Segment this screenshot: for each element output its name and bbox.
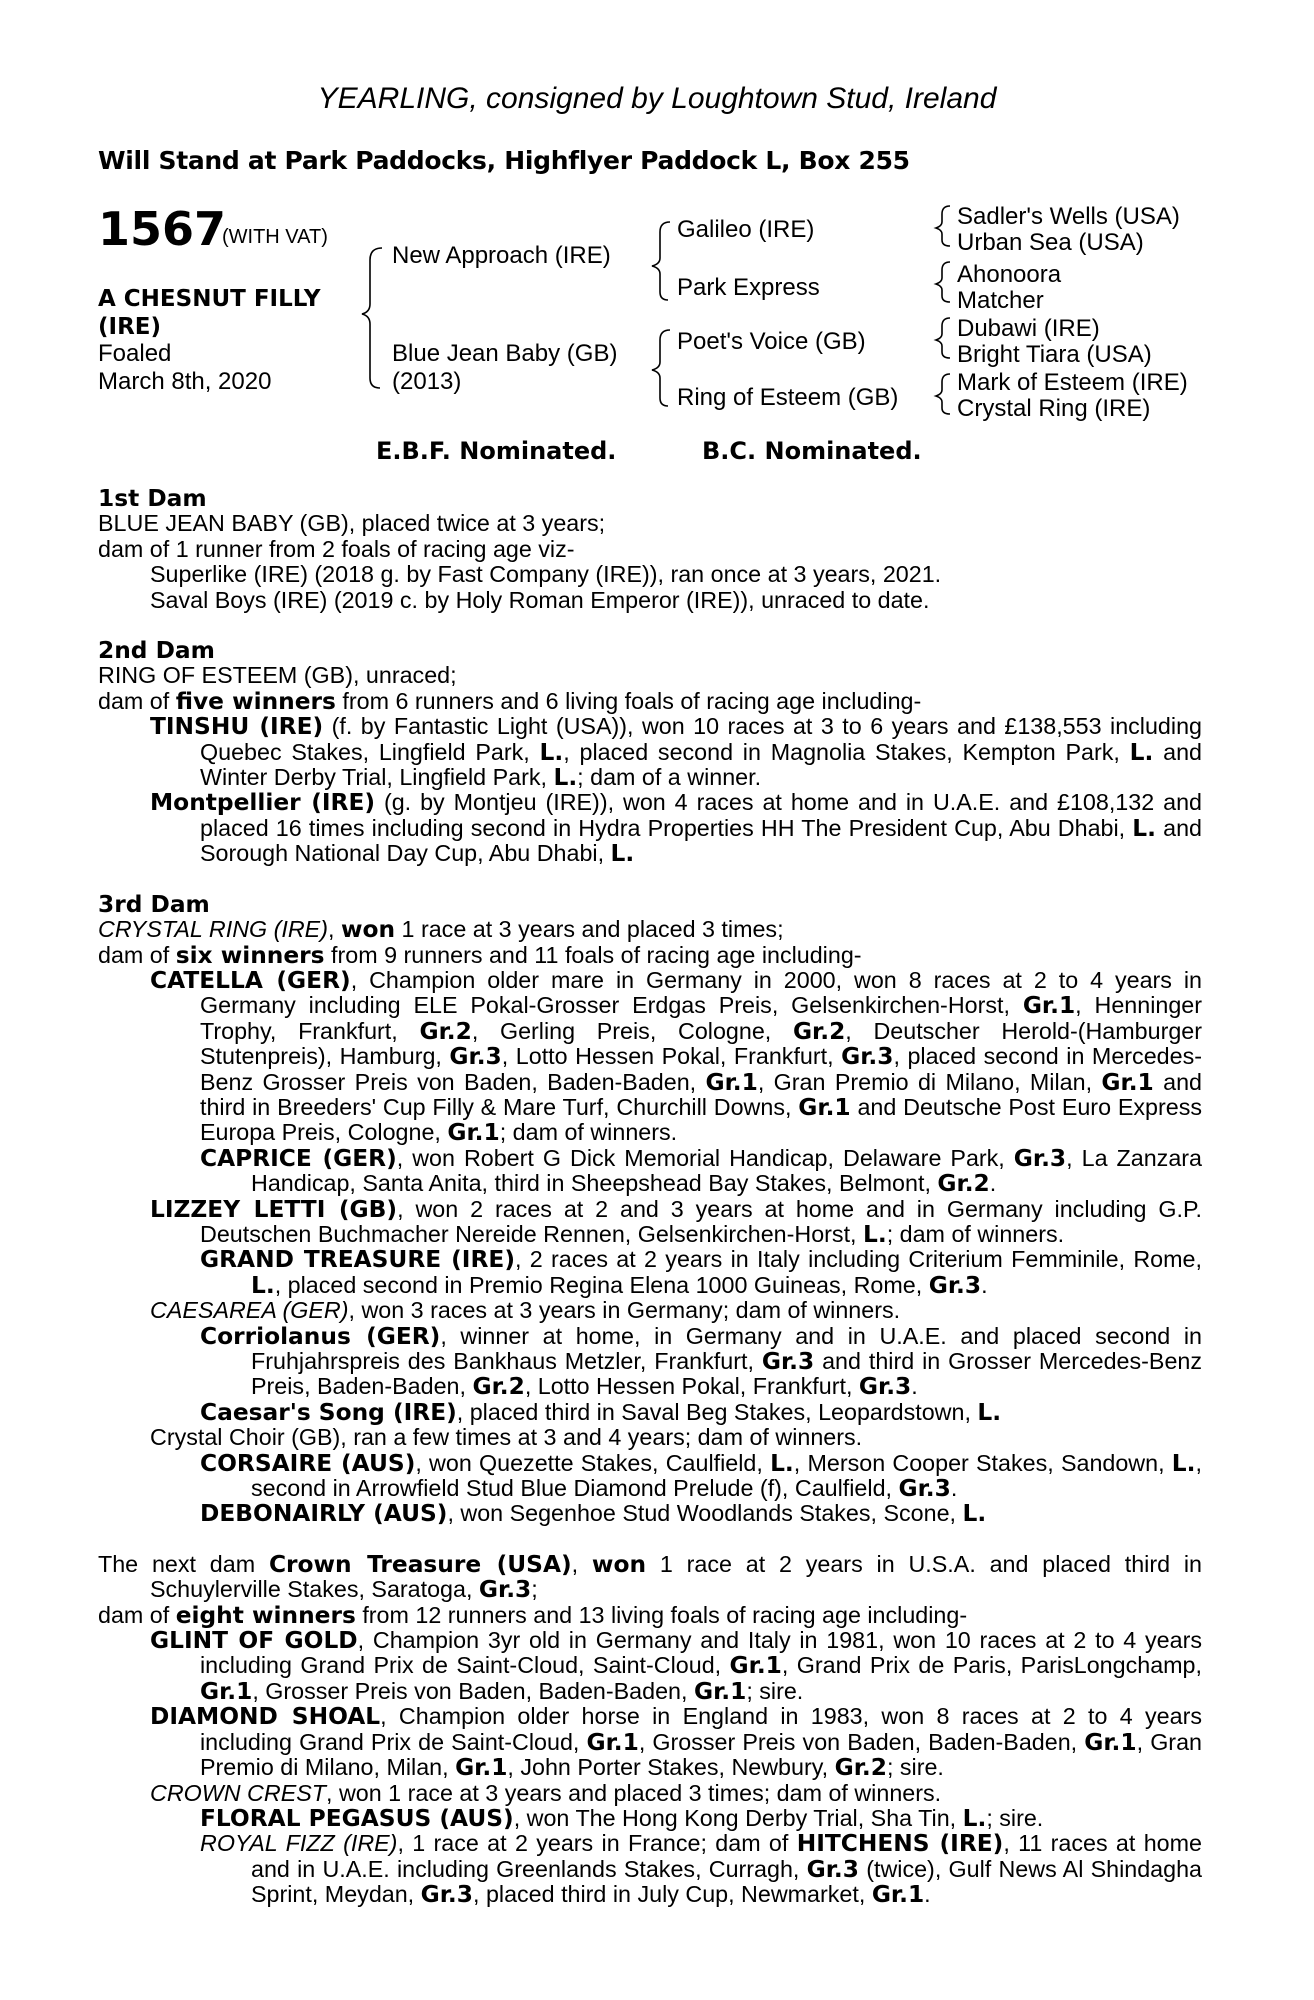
- next-dam-produce: dam of eight winners from 12 runners and 13 living foals of racing age including-: [98, 1601, 968, 1629]
- produce-item: CAPRICE (GER), won Robert G Dick Memorial Handicap, Delaware Park, Gr.3, La Zanzara Handicap, Santa Anita, third in Sheepshead Bay Stakes, Belmont, Gr.2.: [200, 1144, 1202, 1198]
- horse-origin: (IRE): [98, 314, 162, 340]
- second-dam-line: RING OF ESTEEM (GB), unraced;: [98, 662, 457, 689]
- ancestor-3: Ahonoora: [957, 261, 1062, 288]
- bracket-sire: [652, 222, 670, 300]
- ancestor-1: Sadler's Wells (USA): [957, 203, 1180, 230]
- bracket-main: [362, 248, 382, 388]
- bc-nomination: B.C. Nominated.: [702, 437, 922, 465]
- horse-description: A CHESNUT FILLY: [98, 286, 321, 312]
- produce-item: FLORAL PEGASUS (AUS), won The Hong Kong Derby Trial, Sha Tin, L.; sire.: [200, 1804, 1044, 1832]
- sire-dam: Park Express: [677, 274, 820, 301]
- produce-item: CROWN CREST, won 1 race at 3 years and placed 3 times; dam of winners.: [150, 1779, 942, 1806]
- produce-item: Caesar's Song (IRE), placed third in Saval Beg Stakes, Leopardstown, L.: [200, 1398, 1002, 1426]
- bracket-g3: [936, 318, 950, 358]
- produce-item: CAESAREA (GER), won 3 races at 3 years in Germany; dam of winners.: [150, 1297, 901, 1324]
- vat-label: (WITH VAT): [222, 226, 328, 248]
- ancestor-6: Bright Tiara (USA): [957, 341, 1152, 368]
- produce-item: GRAND TREASURE (IRE), 2 races at 2 years in Italy including Criterium Femminile, Rome, L., placed second in Premio Regina Elena 1000 Guineas, Rome, Gr.3.: [200, 1246, 1202, 1299]
- next-dam-line: The next dam Crown Treasure (USA), won 1 race at 2 years in U.S.A. and placed third in Schuylerville Stakes, Saratoga, Gr.3;: [98, 1550, 1202, 1604]
- sire-sire: Galileo (IRE): [677, 216, 815, 243]
- second-dam-heading: 2nd Dam: [98, 637, 215, 665]
- produce-item: Montpellier (IRE) (g. by Montjeu (IRE)), won 4 races at home and in U.A.E. and £108,132 and placed 16 times including second in Hydra Properties HH The President Cup, Abu Dhabi, L. and Sorough National Day Cup, Abu Dhabi, L.: [150, 789, 1202, 868]
- second-dam-produce: dam of five winners from 6 runners and 6 living foals of racing age including-: [98, 687, 922, 715]
- dam-dam: Ring of Esteem (GB): [677, 384, 899, 411]
- pedigree-notes: [98, 486, 1202, 1908]
- bracket-g4: [936, 374, 950, 414]
- foaled-date: March 8th, 2020: [98, 368, 272, 395]
- bracket-g2: [936, 262, 950, 302]
- produce-item: Corriolanus (GER), winner at home, in Germany and in U.A.E. and placed second in Fruhjahrspreis des Bankhaus Metzler, Frankfurt, Gr.3 and third in Grosser Mercedes-Benz Preis, Baden-Baden, Gr.2, Lotto Hessen Pokal, Frankfurt, Gr.3.: [200, 1322, 1202, 1401]
- ancestor-8: Crystal Ring (IRE): [957, 395, 1151, 422]
- page-title: YEARLING, consigned by Loughtown Stud, Ireland: [317, 82, 997, 115]
- ancestor-5: Dubawi (IRE): [957, 315, 1100, 342]
- bracket-g1: [936, 206, 950, 246]
- produce-item: TINSHU (IRE) (f. by Fantastic Light (USA)), won 10 races at 3 to 6 years and £138,553 including Quebec Stakes, Lingfield Park, L., placed second in Magnolia Stakes, Kempton Park, L. and Winter Derby Trial, Lingfield Park, L.; dam of a winner.: [150, 713, 1203, 792]
- bracket-dam: [652, 330, 670, 406]
- produce-item: CATELLA (GER), Champion older mare in Germany in 2000, won 8 races at 2 to 4 years in Germany including ELE Pokal-Grosser Erdgas Preis, Gelsenkirchen-Horst, Gr.1, Henninger Trophy, Frankfurt, Gr.2, Gerling Preis, Cologne, Gr.2, Deutscher Herold-(Hamburger Stutenpreis), Hamburg, Gr.3, Lotto Hessen Pokal, Frankfurt, Gr.3, placed second in Mercedes-Benz Grosser Preis von Baden, Baden-Baden, Gr.1, Gran Premio di Milano, Milan, Gr.1 and third in Breeders' Cup Filly & Mare Turf, Churchill Downs, Gr.1 and Deutsche Post Euro Express Europa Preis, Cologne, Gr.1; dam of winners.: [150, 966, 1202, 1147]
- stand-location: Will Stand at Park Paddocks, Highflyer Paddock L, Box 255: [98, 146, 910, 175]
- first-dam-line: BLUE JEAN BABY (GB), placed twice at 3 years;: [98, 510, 606, 537]
- produce-item: GLINT OF GOLD, Champion 3yr old in Germany and Italy in 1981, won 10 races at 2 to 4 years including Grand Prix de Saint-Cloud, Saint-Cloud, Gr.1, Grand Prix de Paris, ParisLongchamp, Gr.1, Grosser Preis von Baden, Baden-Baden, Gr.1; sire.: [150, 1627, 1202, 1705]
- first-dam-produce: dam of 1 runner from 2 foals of racing age viz-: [98, 535, 575, 562]
- ancestor-2: Urban Sea (USA): [957, 229, 1144, 256]
- produce-item: Saval Boys (IRE) (2019 c. by Holy Roman Emperor (IRE)), unraced to date.: [150, 586, 930, 613]
- dam: Blue Jean Baby (GB): [392, 340, 618, 367]
- produce-item: Crystal Choir (GB), ran a few times at 3 and 4 years; dam of winners.: [150, 1424, 863, 1451]
- dam-sire: Poet's Voice (GB): [677, 328, 866, 355]
- lot-number: 1567: [98, 202, 227, 256]
- produce-item: DIAMOND SHOAL, Champion older horse in England in 1983, won 8 races at 2 to 4 years including Grand Prix de Saint-Cloud, Gr.1, Grosser Preis von Baden, Baden-Baden, Gr.1, Gran Premio di Milano, Milan, Gr.1, John Porter Stakes, Newbury, Gr.2; sire.: [150, 1703, 1202, 1782]
- third-dam-heading: 3rd Dam: [98, 890, 210, 918]
- first-dam-heading: 1st Dam: [98, 485, 207, 512]
- produce-item: LIZZEY LETTI (GB), won 2 races at 2 and 3 years at home and in Germany including G.P. Deutschen Buchmacher Nereide Rennen, Gelsenkirchen-Horst, L.; dam of winners.: [150, 1195, 1202, 1248]
- ancestor-4: Matcher: [957, 287, 1044, 314]
- ancestor-7: Mark of Esteem (IRE): [957, 369, 1188, 396]
- produce-item: Superlike (IRE) (2018 g. by Fast Company (IRE)), ran once at 3 years, 2021.: [150, 561, 942, 588]
- produce-item: ROYAL FIZZ (IRE), 1 race at 2 years in France; dam of HITCHENS (IRE), 11 races at home and in U.A.E. including Greenlands Stakes, Curragh, Gr.3 (twice), Gulf News Al Shindagha Sprint, Meydan, Gr.3, placed third in July Cup, Newmarket, Gr.1.: [200, 1830, 1203, 1909]
- foaled-label: Foaled: [98, 340, 172, 367]
- sire: New Approach (IRE): [392, 242, 611, 269]
- dam-year: (2013): [392, 368, 462, 395]
- produce-item: CORSAIRE (AUS), won Quezette Stakes, Caulfield, L., Merson Cooper Stakes, Sandown, L., second in Arrowfield Stud Blue Diamond Prelude (f), Caulfield, Gr.3.: [200, 1449, 1202, 1503]
- produce-item: DEBONAIRLY (AUS), won Segenhoe Stud Woodlands Stakes, Scone, L.: [200, 1500, 987, 1528]
- ebf-nomination: E.B.F. Nominated.: [376, 437, 617, 465]
- third-dam-produce: dam of six winners from 9 runners and 11 foals of racing age including-: [98, 941, 862, 969]
- third-dam-line: CRYSTAL RING (IRE), won 1 race at 3 years and placed 3 times;: [98, 916, 784, 944]
